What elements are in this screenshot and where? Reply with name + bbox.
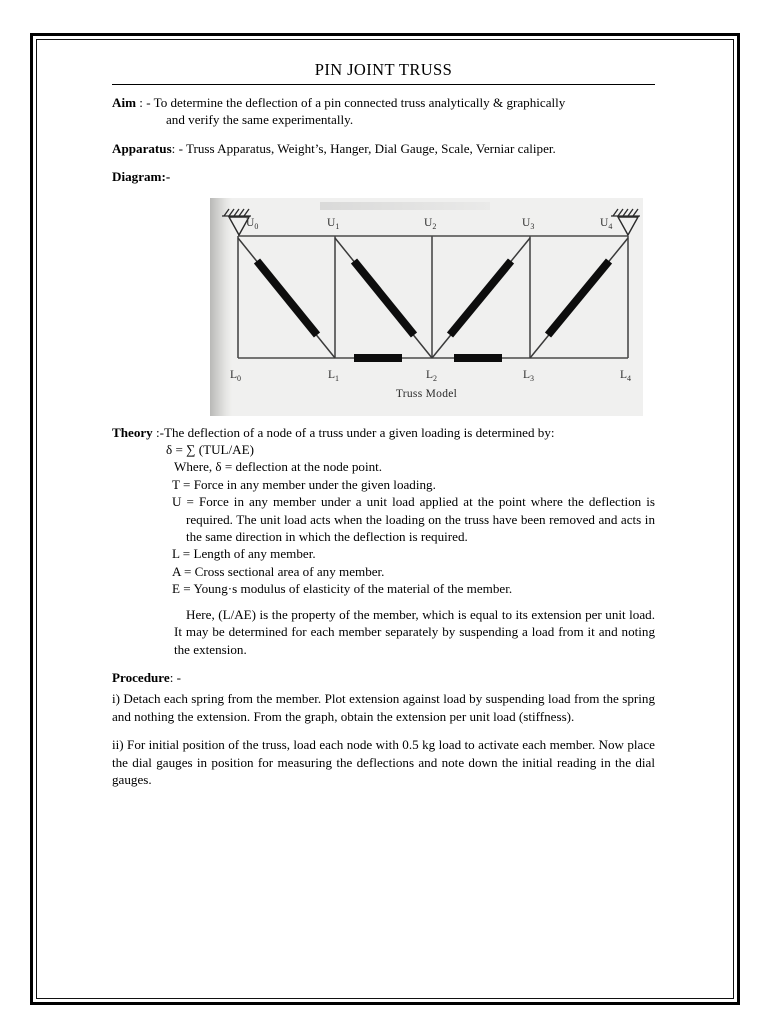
document-content [112, 60, 655, 788]
svg-text:U4: $U_4$ [600, 216, 613, 231]
aim-line1: To determine the deflection of a pin connected truss analytically & graphically [153, 95, 566, 110]
apparatus-label: Apparatus [112, 140, 172, 156]
theory-section [112, 424, 655, 441]
svg-text:U0: $U_0$ [246, 216, 259, 231]
aim-separator: : - [136, 95, 154, 110]
truss-drawing [210, 198, 643, 416]
apparatus-text: Truss Apparatus, Weight’s, Hanger, Dial Gauge, Scale, Verniar caliper. [185, 140, 556, 156]
svg-text:L4: $L_4$ [620, 368, 632, 383]
theory-definition-T: T = Force in any member under the given loading. [172, 476, 436, 492]
theory-where: Where, δ = deflection at the node point. [174, 459, 383, 475]
title-divider [112, 84, 655, 85]
procedure-label: Procedure [112, 669, 170, 685]
theory-definition-E: E = Young·s modulus of elasticity of the material of the member. [172, 581, 513, 597]
procedure-step-2: ii) For initial position of the truss, load each node with 0.5 kg load to activate each member. Now place the dial gauges in position for measuring the deflections and note down the initial reading in the dial gauges. [112, 737, 655, 787]
svg-text:L2: $L_2$ [426, 368, 438, 383]
theory-intro: The deflection of a node of a truss under a given loading is determined by: [164, 424, 555, 440]
theory-definition-A: A = Cross sectional area of any member. [172, 563, 385, 579]
procedure-separator: : - [169, 669, 181, 685]
svg-text:U1: $U_1$ [327, 216, 340, 231]
apparatus-section [112, 140, 655, 157]
procedure-step-1: i) Detach each spring from the member. Plot extension against load by suspending load from the spring and nothing the extension. From the graph, obtain the extension per unit load (stiffness). [112, 691, 655, 724]
theory-formula: δ = ∑ (TUL/AE) [166, 442, 254, 458]
svg-text:L0: $L_0$ [230, 368, 242, 383]
svg-text:L1: $L_1$ [328, 368, 340, 383]
svg-text:U2: $U_2$ [424, 216, 437, 231]
aim-section [112, 94, 655, 111]
aim-label: Aim [112, 95, 137, 110]
diagram-label: Diagram:- [112, 169, 171, 185]
theory-definition-U: U = Force in any member under a unit load applied at the point where the deflection is required. The unit load acts when the loading on the truss have been removed and acts in the same direction in which the deflection is required. [172, 494, 655, 545]
diagram-caption: Truss Model [395, 387, 458, 400]
theory-definition-L: L = Length of any member. [172, 546, 316, 562]
procedure-section [112, 669, 655, 686]
theory-separator: :- [152, 424, 165, 440]
truss-diagram-image [210, 198, 643, 416]
svg-text:L3: $L_3$ [523, 368, 535, 383]
svg-text:U3: $U_3$ [522, 216, 535, 231]
apparatus-separator: : - [171, 140, 186, 156]
aim-line2: and verify the same experimentally. [166, 112, 354, 128]
theory-note: Here, (L/AE) is the property of the member, which is equal to its extension per unit load. It may be determined for each member separately by suspending a load from it and noting the extension. [174, 606, 655, 657]
theory-label: Theory [112, 424, 153, 440]
page-title: PIN JOINT TRUSS [314, 60, 453, 79]
